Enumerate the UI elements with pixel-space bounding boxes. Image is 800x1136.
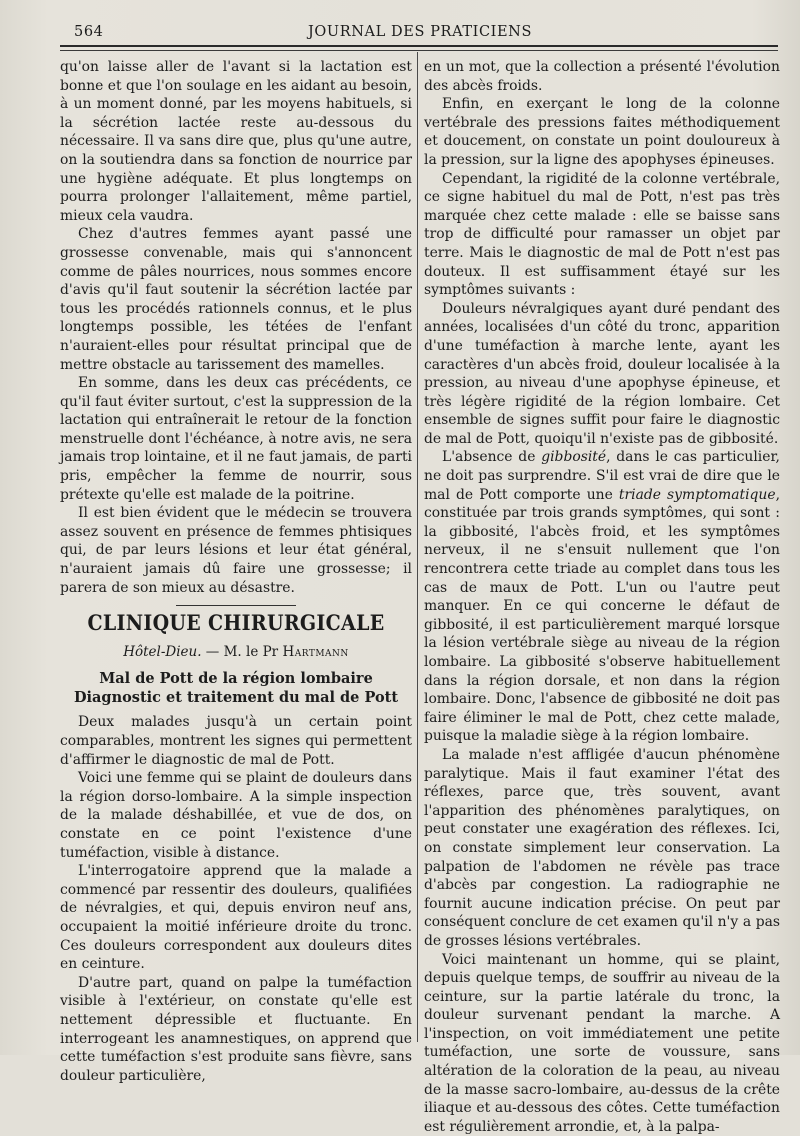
italic-term: gibbosité [541,449,606,465]
byline [60,643,412,662]
section-title: CLINIQUE CHIRURGICALE [60,613,412,634]
paragraph: En somme, dans les deux cas précédents, ce qu'il faut éviter surtout, c'est la suppression de la lactation qui entraînerait le retour de la fonction menstruelle dont l'échéance, à notre avis, ne sera jamais trop lointaine, et il ne faut jamais, de parti pris, empêcher la femme de nourrir, sous prétexte qu'elle est malade de la poitrine. [60,374,412,504]
byline-author: Hartmann [282,644,348,660]
paragraph: Deux malades jusqu'à un certain point comparables, montrent les signes qui permettent d'affirmer le diagnostic de mal de Pott. [60,713,412,769]
running-header [60,22,780,44]
article-title-line1: Mal de Pott de la région lombaire [60,669,412,688]
byline-place: Hôtel-Dieu. [123,644,201,660]
text-run: , constituée par trois grands symptômes, qui sont : la gibbosité, l'abcès froid, et les symptômes nerveux, il ne s'ensuit nullement que l'on rencontrera cette triade au complet dans tous les cas de maux de Pott. L'un ou l'autre peut manquer. En ce qui concerne le défaut de gibbosité, il est particulièrement marqué lorsque la lésion vertébrale siège au niveau de la région lombaire. La gibbosité s'observe habituellement dans la région dorsale, et non dans la région lombaire. Donc, l'absence de gibbosité ne doit pas faire éliminer le mal de Pott, chez cette malade, puisque la maladie siège à la région lombaire. [424,487,780,745]
paragraph: Enfin, en exerçant le long de la colonne vertébrale des pressions faites méthodiquement et doucement, on constate un point douloureux à la pression, sur la ligne des apophyses épineuses. [424,95,780,169]
text-run: L'absence de [442,449,541,465]
paragraph [424,448,780,746]
page-number: 564 [74,24,103,40]
article-title [60,669,412,707]
paragraph: La malade n'est affligée d'aucun phénomène paralytique. Mais il faut examiner l'état des réflexes, parce que, très souvent, avant l'apparition des phénomènes paralytiques, on peut constater une exagération des réflexes. Ici, on constate simplement leur conservation. La palpation de l'abdomen ne révèle pas trace d'abcès par congestion. La radiographie ne fournit aucune indication précise. On peut par conséquent conclure de cet examen qu'il n'y a pas de grosses lésions vertébrales. [424,746,780,951]
right-column [424,58,780,1136]
section-divider [176,605,296,606]
journal-title: JOURNAL DES PRATICIENS [60,24,780,40]
article-title-line2: Diagnostic et traitement du mal de Pott [60,688,412,707]
paragraph: Voici maintenant un homme, qui se plaint, depuis quelque temps, de souffrir au niveau de la ceinture, sur la partie latérale du tronc, la douleur survenant pendant la marche. A l'inspection, on voit immédiatement une petite tuméfaction, une sorte de voussure, sans altération de la coloration de la peau, au niveau de la masse sacro-lombaire, au-dessus de la crête iliaque et au-dessous des côtes. Cette tuméfaction est régulièrement arrondie, et, à la palpa- [424,951,780,1136]
paragraph: L'interrogatoire apprend que la malade a commencé par ressentir des douleurs, qualifiées de névralgies, et qui, depuis environ neuf ans, occupaient la moitié inférieure droite du tronc. Ces douleurs correspondent aux douleurs dites en ceinture. [60,862,412,974]
paragraph: en un mot, que la collection a présenté l'évolution des abcès froids. [424,58,780,95]
paragraph: Cependant, la rigidité de la colonne vertébrale, ce signe habituel du mal de Pott, n'est pas très marquée chez cette malade : elle se baisse sans trop de difficulté pour ramasser un objet par terre. Mais le diagnostic de mal de Pott n'est pas douteux. Il est suffisamment étayé sur les symptômes suivants : [424,170,780,300]
paragraph: qu'on laisse aller de l'avant si la lactation est bonne et que l'on soulage en les aidant au besoin, à un moment donné, par les moyens habituels, si la sécrétion lactée reste au-dessous du nécessaire. Il va sans dire que, plus qu'une autre, on la soutiendra dans sa fonction de nourrice par une hygiène adéquate. Et plus longtemps on pourra prolonger l'allaitement, même partiel, mieux cela vaudra. [60,58,412,225]
italic-term: triade symptomatique [619,487,776,503]
paragraph: Chez d'autres femmes ayant passé une grossesse convenable, mais qui s'annoncent comme de pâles nourrices, nous sommes encore d'avis qu'il faut soutenir la sécrétion lactée par tous les procédés rationnels connus, et le plus longtemps possible, les tétées de l'enfant n'auraient-elles pour résultat principal que de mettre obstacle au tarissement des mamelles. [60,225,412,374]
paragraph: Il est bien évident que le médecin se trouvera assez souvent en présence de femmes phtisiques qui, de par leurs lésions et leur état général, n'auraient jamais dû faire une grossesse; il parera de son mieux au désastre. [60,504,412,597]
paragraph: Douleurs névralgiques ayant duré pendant des années, localisées d'un côté du tronc, apparition d'une tuméfaction à marche lente, ayant les caractères d'un abcès froid, douleur localisée à la pression, au niveau d'une apophyse épineuse, et très légère rigidité de la région lombaire. Cet ensemble de signes suffit pour faire le diagnostic de mal de Pott, quoiqu'il n'existe pas de gibbosité. [424,300,780,449]
header-rule [60,45,778,47]
byline-dash: — M. le Pr [202,644,283,660]
left-column [60,58,412,1085]
paragraph: D'autre part, quand on palpe la tuméfaction visible à l'extérieur, on constate qu'elle est nettement dépressible et fluctuante. En interrogeant les anamnestiques, on apprend que cette tuméfaction s'est produite sans fièvre, sans douleur particulière, [60,974,412,1086]
text-run: , dans le cas particulier, ne doit pas surprendre. S'il est vrai de dire que le mal de Pott comporte une [424,449,780,502]
header-rule-thin [60,50,778,51]
paragraph: Voici une femme qui se plaint de douleurs dans la région dorso-lombaire. A la simple inspection de la malade déshabillée, et vue de dos, on constate en ce point l'existence d'une tuméfaction, visible à distance. [60,769,412,862]
column-divider [417,52,418,1042]
